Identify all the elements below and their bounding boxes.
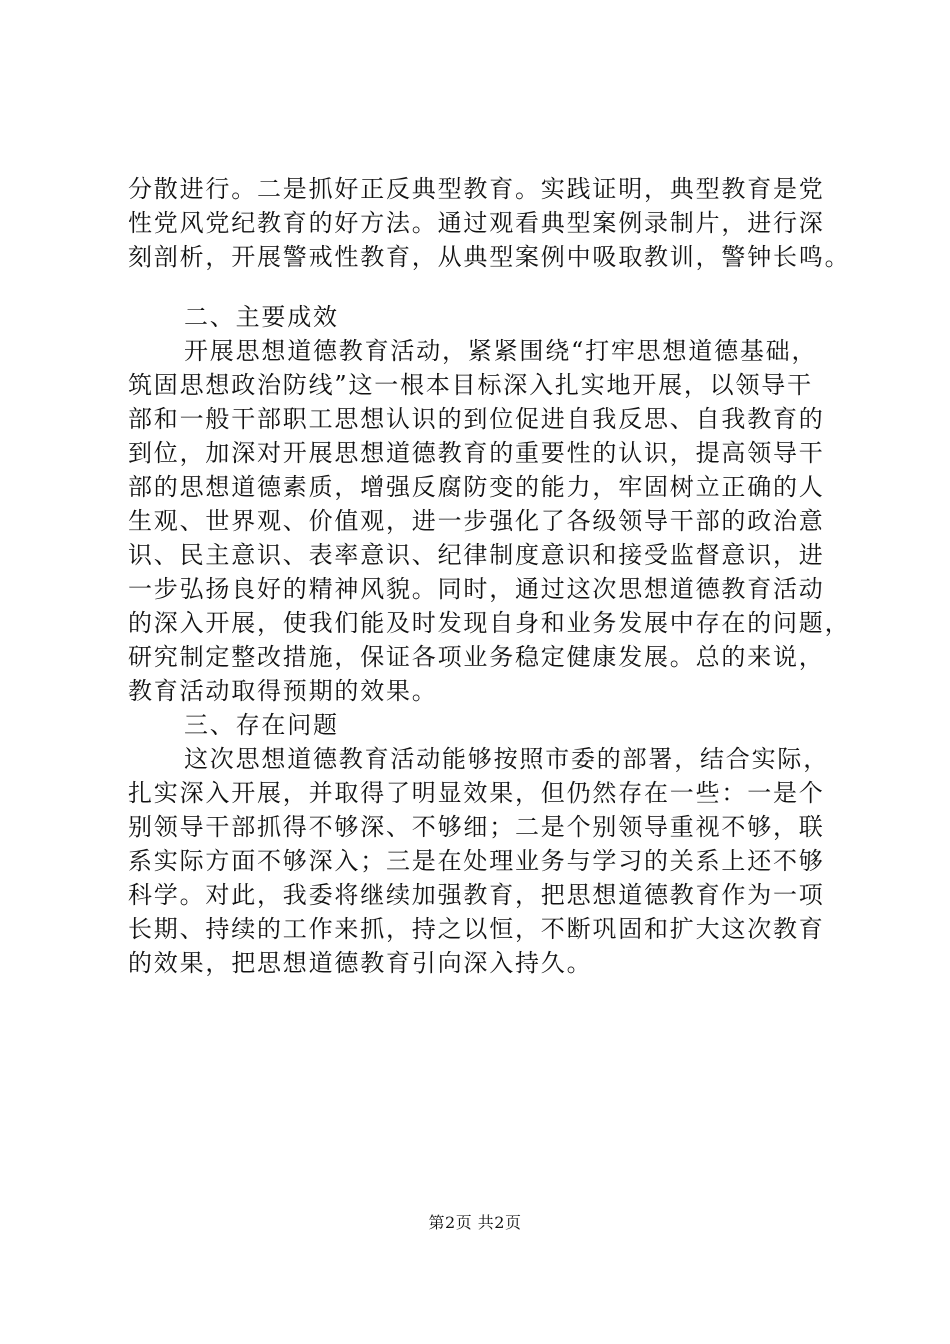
paragraph-line: 一步弘扬良好的精神风貌。同时，通过这次思想道德教育活动 xyxy=(128,575,825,603)
paragraph-line: 部和一般干部职工思想认识的到位促进自我反思、自我教育的 xyxy=(128,405,825,433)
paragraph-line: 科学。对此，我委将继续加强教育，把思想道德教育作为一项 xyxy=(128,881,825,909)
paragraph-gap xyxy=(128,274,848,300)
section-heading-problems: 三、存在问题 xyxy=(184,711,339,739)
paragraph-line: 研究制定整改措施，保证各项业务稳定健康发展。总的来说， xyxy=(128,643,825,671)
paragraph-line: 识、民主意识、表率意识、纪律制度意识和接受监督意识，进 xyxy=(128,541,825,569)
paragraph-line: 别领导干部抓得不够深、不够细；二是个别领导重视不够，联 xyxy=(128,813,825,841)
paragraph-line: 生观、世界观、价值观，进一步强化了各级领导干部的政治意 xyxy=(128,507,825,535)
paragraph-line: 系实际方面不够深入；三是在处理业务与学习的关系上还不够 xyxy=(128,847,825,875)
page-number-footer: 第2页 共2页 xyxy=(428,1213,522,1232)
paragraph-line: 性党风党纪教育的好方法。通过观看典型案例录制片，进行深 xyxy=(128,209,825,237)
document-body xyxy=(128,172,851,980)
paragraph-line: 到位，加深对开展思想道德教育的重要性的认识，提高领导干 xyxy=(128,439,825,467)
paragraph-line: 教育活动取得预期的效果。 xyxy=(128,677,438,705)
paragraph-line: 长期、持续的工作来抓，持之以恒，不断巩固和扩大这次教育 xyxy=(128,915,825,943)
paragraph-line: 开展思想道德教育活动，紧紧围绕“打牢思想道德基础， xyxy=(184,337,818,365)
section-heading-achievements: 二、主要成效 xyxy=(184,303,339,331)
paragraph-line: 扎实深入开展，并取得了明显效果，但仍然存在一些：一是个 xyxy=(128,779,825,807)
paragraph-line: 这次思想道德教育活动能够按照市委的部署，结合实际， xyxy=(184,745,829,773)
paragraph-line: 筑固思想政治防线”这一根本目标深入扎实地开展，以领导干 xyxy=(128,371,813,399)
paragraph-line: 的效果，把思想道德教育引向深入持久。 xyxy=(128,949,593,977)
paragraph-line: 分散进行。二是抓好正反典型教育。实践证明，典型教育是党 xyxy=(128,175,825,203)
paragraph-line: 刻剖析，开展警戒性教育，从典型案例中吸取教训，警钟长鸣。 xyxy=(128,243,851,271)
paragraph-line: 的深入开展，使我们能及时发现自身和业务发展中存在的问题， xyxy=(128,609,851,637)
paragraph-line: 部的思想道德素质，增强反腐防变的能力，牢固树立正确的人 xyxy=(128,473,825,501)
